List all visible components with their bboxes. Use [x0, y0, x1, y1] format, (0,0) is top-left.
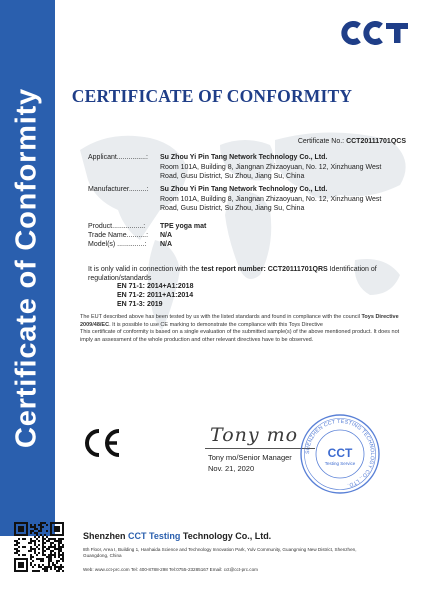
- applicant-address-line2: Road, Gusu District, Su Zhou, Jiang Su, China: [160, 173, 305, 180]
- cct-logo: [340, 20, 410, 46]
- validity-statement: [88, 265, 413, 283]
- product-value: TPE yoga mat: [160, 223, 207, 230]
- sign-date: Nov. 21, 2020: [208, 464, 255, 473]
- trade-name-label: Trade Name..........:: [88, 232, 149, 239]
- validity-suffix: Identification of regulation/standards: [88, 266, 377, 282]
- certificate-number-value: CCT20111701QCS: [346, 138, 406, 145]
- validity-prefix: It is only valid in connection with the: [88, 266, 202, 273]
- certificate-number-label: Certificate No.:: [297, 138, 347, 145]
- signer-name: Tony mo/Senior Manager: [208, 453, 292, 462]
- toys-directive: Toys Directive 2009/48/EC: [80, 314, 399, 328]
- ce-mark: [82, 426, 122, 460]
- trade-name-value: N/A: [160, 232, 173, 239]
- company-name-suffix: Technology Co., Ltd.: [180, 531, 272, 541]
- eut-text-part3: This certificate of conformity is based on a single evaluation of the submitted sample(s) of the above mentioned product. It does not imply an assessment of the whole production and other relevant directives have to be observed.: [80, 329, 400, 343]
- standard-item: EN 71-2: 2011+A1:2014: [117, 292, 194, 299]
- manufacturer-label: Manufacturer.........:: [88, 186, 149, 193]
- model-label: Model(s) ..............:: [88, 241, 147, 248]
- applicant-label: Applicant...............:: [88, 154, 148, 161]
- sidebar-title: Certificate of Conformity: [10, 88, 43, 448]
- testing-seal: [298, 412, 382, 496]
- test-report-number: test report number: CCT20111701QRS: [201, 266, 328, 273]
- company-contact: Web: www.cct-prc.com Tel: 400-8788-298 Tel:0755-23285167 Email: cct@cct-prc.com: [83, 567, 258, 572]
- seal-center-text: CCT: [327, 446, 353, 460]
- qr-code[interactable]: [14, 522, 64, 572]
- signature: Tony mo: [210, 424, 299, 446]
- seal-outer-text: SHENZHEN CCT TESTING TECHNOLOGY CO., LTD.: [304, 418, 376, 489]
- company-name-accent: CCT Testing: [128, 531, 181, 541]
- certificate-number: [298, 138, 406, 145]
- manufacturer-address-line2: Road, Gusu District, Su Zhou, Jiang Su, China: [160, 205, 305, 212]
- manufacturer-address-line1: Room 101A, Building 8, Jiangnan Zhizaoyuan, No. 12, Xinzhuang West: [160, 195, 382, 203]
- sidebar-banner: [0, 0, 55, 536]
- standard-item: EN 71-1: 2014+A1:2018: [117, 283, 194, 290]
- eut-text-part1: The EUT described above has been tested by us with the listed standards and found in compliance with the council: [80, 314, 362, 320]
- company-name: [83, 531, 271, 541]
- manufacturer-name: Su Zhou Yi Pin Tang Network Technology Co., Ltd.: [160, 186, 328, 193]
- eut-statement: [80, 314, 410, 344]
- applicant-address-line1: Room 101A, Building 8, Jiangnan Zhizaoyuan, No. 12, Xinzhuang West: [160, 163, 382, 171]
- company-address: 8th Floor, Area I, Building 1, Hanhaida Science and Technology Innovation Park, Yulv Community, Guangming New District, Shenzhen, Guangdong, China: [83, 547, 357, 559]
- eut-text-part2: . It is possible to use CE marking to demonstrate the compliance with this Toys Directive: [109, 321, 323, 328]
- standards-list: [117, 282, 193, 309]
- standard-item: EN 71-3: 2019: [117, 301, 163, 308]
- product-label: Product................:: [88, 223, 146, 230]
- model-value: N/A: [160, 241, 173, 248]
- applicant-name: Su Zhou Yi Pin Tang Network Technology Co., Ltd.: [160, 154, 328, 161]
- seal-sub-text: Testing Service: [324, 461, 356, 466]
- company-name-prefix: Shenzhen: [83, 531, 129, 541]
- page-title: CERTIFICATE OF CONFORMITY: [71, 86, 353, 106]
